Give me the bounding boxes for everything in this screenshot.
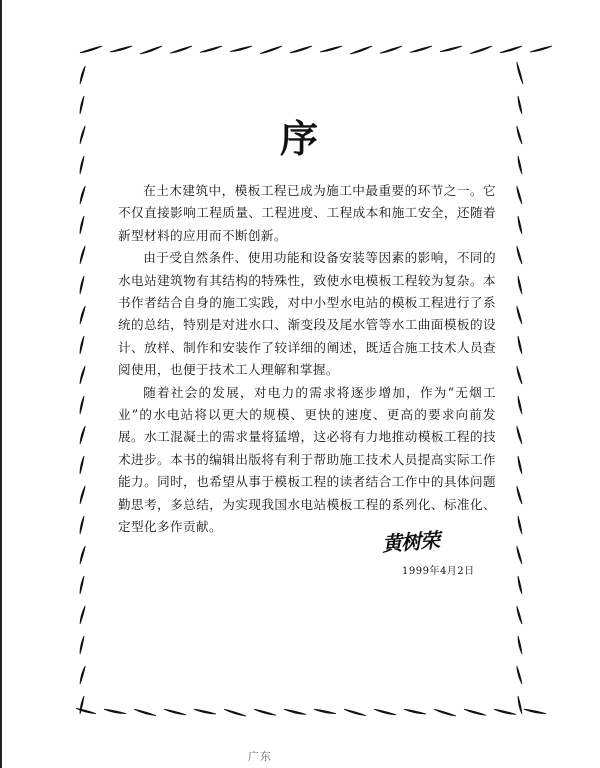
border-dash-top bbox=[440, 46, 462, 52]
border-dash-right bbox=[518, 216, 522, 234]
border-dash-right bbox=[518, 396, 522, 414]
border-dash-bottom bbox=[194, 709, 216, 714]
border-dash-left bbox=[80, 306, 85, 324]
border-dash-right bbox=[517, 486, 522, 504]
paragraph-3: 随着社会的发展，对电力的需求将逐步增加，作为“无烟工业”的水电站将以更大的规模、更快的速度、更高的要求向前发展。水工混凝土的需求量将猛增，这必将有力地推动模板工程的技术进步。本书的编辑出版将有利于帮助施工技术人员提高实际工作能力。同时，也希望从事于模板工程的读者结合工作中的具体问题勤思考，多总结，为实现我国水电站模板工程的系列化、标准化、定型化多作贡献。 bbox=[118, 384, 496, 535]
border-dash-top bbox=[500, 46, 522, 53]
border-dash-right bbox=[517, 546, 522, 564]
border-dash-bottom bbox=[284, 709, 306, 714]
border-dash-bottom bbox=[404, 709, 426, 714]
border-dash-top bbox=[110, 46, 132, 52]
border-dash-bottom bbox=[434, 709, 456, 716]
border-dash-top bbox=[470, 46, 492, 54]
border-dash-right bbox=[517, 366, 522, 384]
border-dash-bottom bbox=[134, 709, 156, 715]
border-dash-left bbox=[80, 216, 84, 234]
border-dash-right bbox=[518, 276, 522, 294]
border-dash-left bbox=[80, 486, 85, 504]
border-dash-top bbox=[530, 46, 552, 52]
border-dash-top bbox=[140, 46, 162, 54]
signature-date: 1999年4月2日 bbox=[402, 566, 475, 577]
border-dash-bottom bbox=[314, 709, 336, 713]
border-dash-right bbox=[518, 636, 522, 654]
border-dash-top bbox=[260, 46, 282, 54]
border-dash-bottom bbox=[464, 709, 486, 715]
border-dash-left bbox=[80, 576, 84, 594]
border-dash-left bbox=[80, 396, 84, 414]
border-dash-bottom bbox=[374, 709, 396, 715]
border-dash-top bbox=[290, 46, 312, 53]
border-dash-bottom bbox=[494, 709, 516, 714]
author-signature: 黄树荣 bbox=[381, 528, 440, 556]
border-dash-bottom bbox=[524, 709, 546, 713]
border-dash-top bbox=[230, 46, 252, 52]
border-dash-right bbox=[518, 456, 522, 474]
border-dash-right bbox=[517, 426, 522, 444]
border-dash-left bbox=[80, 426, 85, 444]
border-dash-left bbox=[80, 666, 85, 684]
border-dash-right bbox=[517, 186, 522, 204]
border-dash-bottom bbox=[254, 709, 276, 715]
border-dash-bottom bbox=[76, 708, 96, 713]
paragraph-2: 由于受自然条件、使用功能和设备安装等因素的影响，不同的水电站建筑物有其结构的特殊性，致使水电模板工程较为复杂。本书作者结合自身的施工实践，对中小型水电站的模板工程进行了系统的总结，特别是对进水口、渐变段及尾水管等水工曲面模板的设计、放样、制作和安装作了较详细的阐述，既适合施工技术人员查阅使用，也便于技术工人理解和掌握。 bbox=[118, 250, 496, 378]
border-dash-left bbox=[80, 516, 84, 534]
border-dash-left bbox=[80, 546, 85, 564]
border-dash-top bbox=[80, 46, 102, 53]
border-dash-top bbox=[410, 46, 432, 52]
paragraph-1: 在土木建筑中，模板工程已成为施工中最重要的环节之一。它不仅直接影响工程质量、工程进度、工程成本和施工安全，还随着新型材料的应用而不断创新。 bbox=[118, 183, 496, 243]
border-dash-right bbox=[517, 606, 522, 624]
border-dash-top bbox=[380, 46, 402, 53]
border-dash-top bbox=[200, 46, 222, 52]
border-dash-bottom bbox=[224, 709, 246, 716]
border-dash-right bbox=[518, 336, 522, 354]
border-dash-right bbox=[518, 696, 522, 714]
border-dash-right bbox=[517, 62, 523, 84]
border-dash-top bbox=[170, 46, 192, 53]
border-dash-left bbox=[80, 276, 84, 294]
preface-body bbox=[118, 180, 496, 539]
border-dash-left bbox=[80, 606, 85, 624]
border-dash-left bbox=[80, 456, 84, 474]
border-dash-right bbox=[517, 306, 522, 324]
border-dash-top bbox=[350, 46, 372, 54]
border-dash-bottom bbox=[344, 709, 366, 715]
footer-mark: 广东 bbox=[248, 750, 272, 763]
border-dash-left bbox=[80, 336, 84, 354]
border-dash-right bbox=[517, 246, 522, 264]
border-dash-top bbox=[320, 46, 342, 52]
border-dash-right bbox=[518, 516, 522, 534]
border-dash-bottom bbox=[164, 709, 186, 715]
border-dash-left bbox=[80, 66, 85, 84]
border-dash-left bbox=[80, 366, 85, 384]
border-dash-left bbox=[80, 636, 84, 654]
border-dash-right bbox=[517, 666, 522, 684]
page-title: 序 bbox=[279, 117, 320, 161]
border-dash-right bbox=[518, 576, 522, 594]
border-dash-left bbox=[80, 246, 85, 264]
border-dash-bottom bbox=[104, 709, 126, 713]
border-dash-left bbox=[80, 186, 85, 204]
